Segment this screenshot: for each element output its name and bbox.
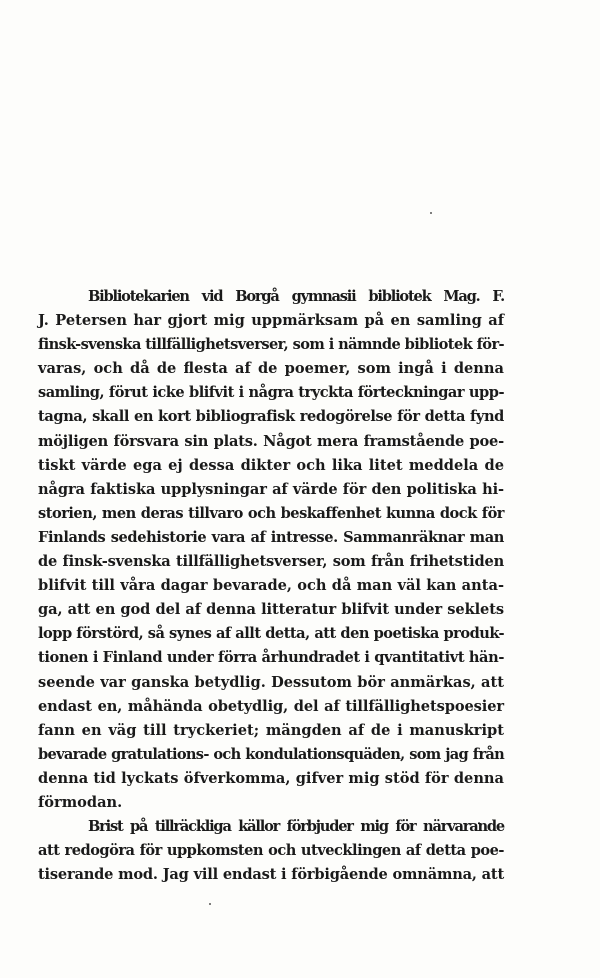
text-line: Bibliotekarien vid Borgå gymnasii bibliotek Mag. F. <box>88 288 504 305</box>
ink-speck <box>430 212 432 214</box>
text-line: Brist på tillräckliga källor förbjuder mig för närvarande <box>88 818 504 836</box>
text-line: endast en, måhända obetydlig, del af tillfällighetspoesier <box>38 697 504 715</box>
body-text <box>38 285 504 887</box>
text-line: seende var ganska betydlig. Dessutom bör anmärkas, att <box>38 673 504 691</box>
text-line: tionen i Finland under förra århundradet i qvantitativt hän- <box>38 649 504 667</box>
text-line: J. Petersen har gjort mig uppmärksam på en samling af <box>38 312 504 330</box>
text-line: varas, och då de flesta af de poemer, som ingå i denna <box>38 360 504 378</box>
text-line: tiserande mod. Jag vill endast i förbigående omnämna, att <box>38 866 504 884</box>
text-line: denna tid lyckats öfverkomma, gifver mig stöd för denna <box>38 769 504 787</box>
text-line: Finlands sedehistorie vara af intresse. Sammanräknar man <box>38 528 504 546</box>
text-line: lopp förstörd, så synes af allt detta, att den poetiska produk- <box>38 625 504 643</box>
paragraph-1 <box>38 285 504 815</box>
text-line: bevarade gratulations- och kondulationsquäden, som jag från <box>38 745 504 763</box>
paragraph-2 <box>38 815 504 887</box>
text-line: tiskt värde ega ej dessa dikter och lika litet meddela de <box>38 456 504 474</box>
text-line: att redogöra för uppkomsten och utvecklingen af detta poe- <box>38 842 504 860</box>
text-line: möjligen försvara sin plats. Något mera framstående poe- <box>38 432 504 450</box>
text-line: de finsk-svenska tillfällighetsverser, som från frihetstiden <box>38 553 504 571</box>
text-line: några faktiska upplysningar af värde för den politiska hi- <box>38 480 504 498</box>
text-line: fann en väg till tryckeriet; mängden af de i manuskript <box>38 721 504 739</box>
text-line: ga, att en god del af denna litteratur blifvit under seklets <box>38 601 504 619</box>
text-line: förmodan. <box>38 793 123 811</box>
text-line: storien, men deras tillvaro och beskaffenhet kunna dock för <box>38 504 504 522</box>
text-line: blifvit till våra dagar bevarade, och då man väl kan anta- <box>38 577 504 595</box>
ink-speck <box>209 903 211 905</box>
text-line: tagna, skall en kort bibliografisk redogörelse för detta fynd <box>38 408 504 426</box>
text-line: samling, förut icke blifvit i några tryckta förteckningar upp- <box>38 384 504 402</box>
text-line: finsk-svenska tillfällighetsverser, som i nämnde bibliotek för- <box>38 336 504 354</box>
